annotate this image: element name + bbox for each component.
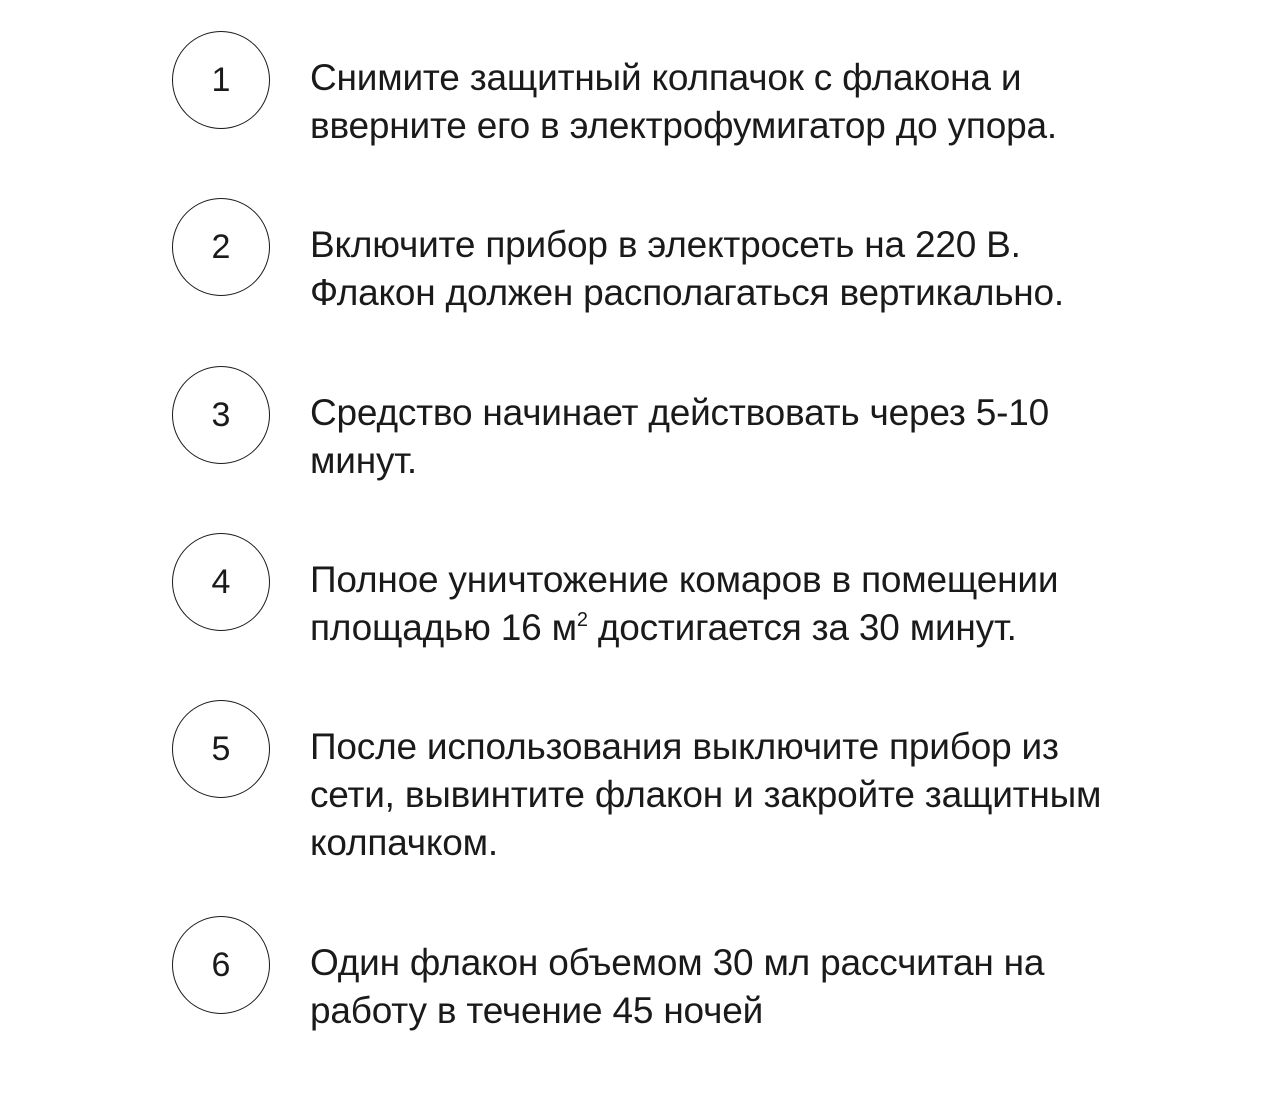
- step-text-line: [310, 604, 1170, 652]
- step-number-circle: 4: [172, 533, 270, 631]
- superscript-exponent: 2: [576, 609, 588, 631]
- step-text-line: колпачком.: [310, 822, 498, 863]
- step-text: [310, 389, 1170, 485]
- step-text: [310, 54, 1170, 150]
- step-text-line: Флакон должен располагаться вертикально.: [310, 272, 1064, 313]
- step-text: [310, 556, 1170, 652]
- step-text-line: минут.: [310, 440, 417, 481]
- step-text-line: вверните его в электрофумигатор до упора.: [310, 105, 1057, 146]
- step-number-circle: 5: [172, 700, 270, 798]
- step-number-circle: 1: [172, 31, 270, 129]
- step-text-line: После использования выключите прибор из: [310, 726, 1059, 767]
- step-text-line: сети, вывинтите флакон и закройте защитным: [310, 774, 1102, 815]
- step-text-line: Один флакон объемом 30 мл рассчитан на: [310, 942, 1045, 983]
- step-number-circle: 2: [172, 198, 270, 296]
- step-number-circle: 3: [172, 366, 270, 464]
- step-text-line: Включите прибор в электросеть на 220 В.: [310, 224, 1021, 265]
- step-text-line: работу в течение 45 ночей: [310, 990, 764, 1031]
- step-text-line: Средство начинает действовать через 5-10: [310, 392, 1050, 433]
- step-text: [310, 939, 1170, 1035]
- step-text: [310, 221, 1170, 317]
- step-number-circle: 6: [172, 916, 270, 1014]
- step-text: [310, 723, 1170, 867]
- step-text-segment: площадью 16 м: [310, 607, 577, 648]
- step-text-segment: достигается за 30 минут.: [587, 607, 1017, 648]
- step-text-line: Полное уничтожение комаров в помещении: [310, 559, 1059, 600]
- step-text-line: Снимите защитный колпачок с флакона и: [310, 57, 1022, 98]
